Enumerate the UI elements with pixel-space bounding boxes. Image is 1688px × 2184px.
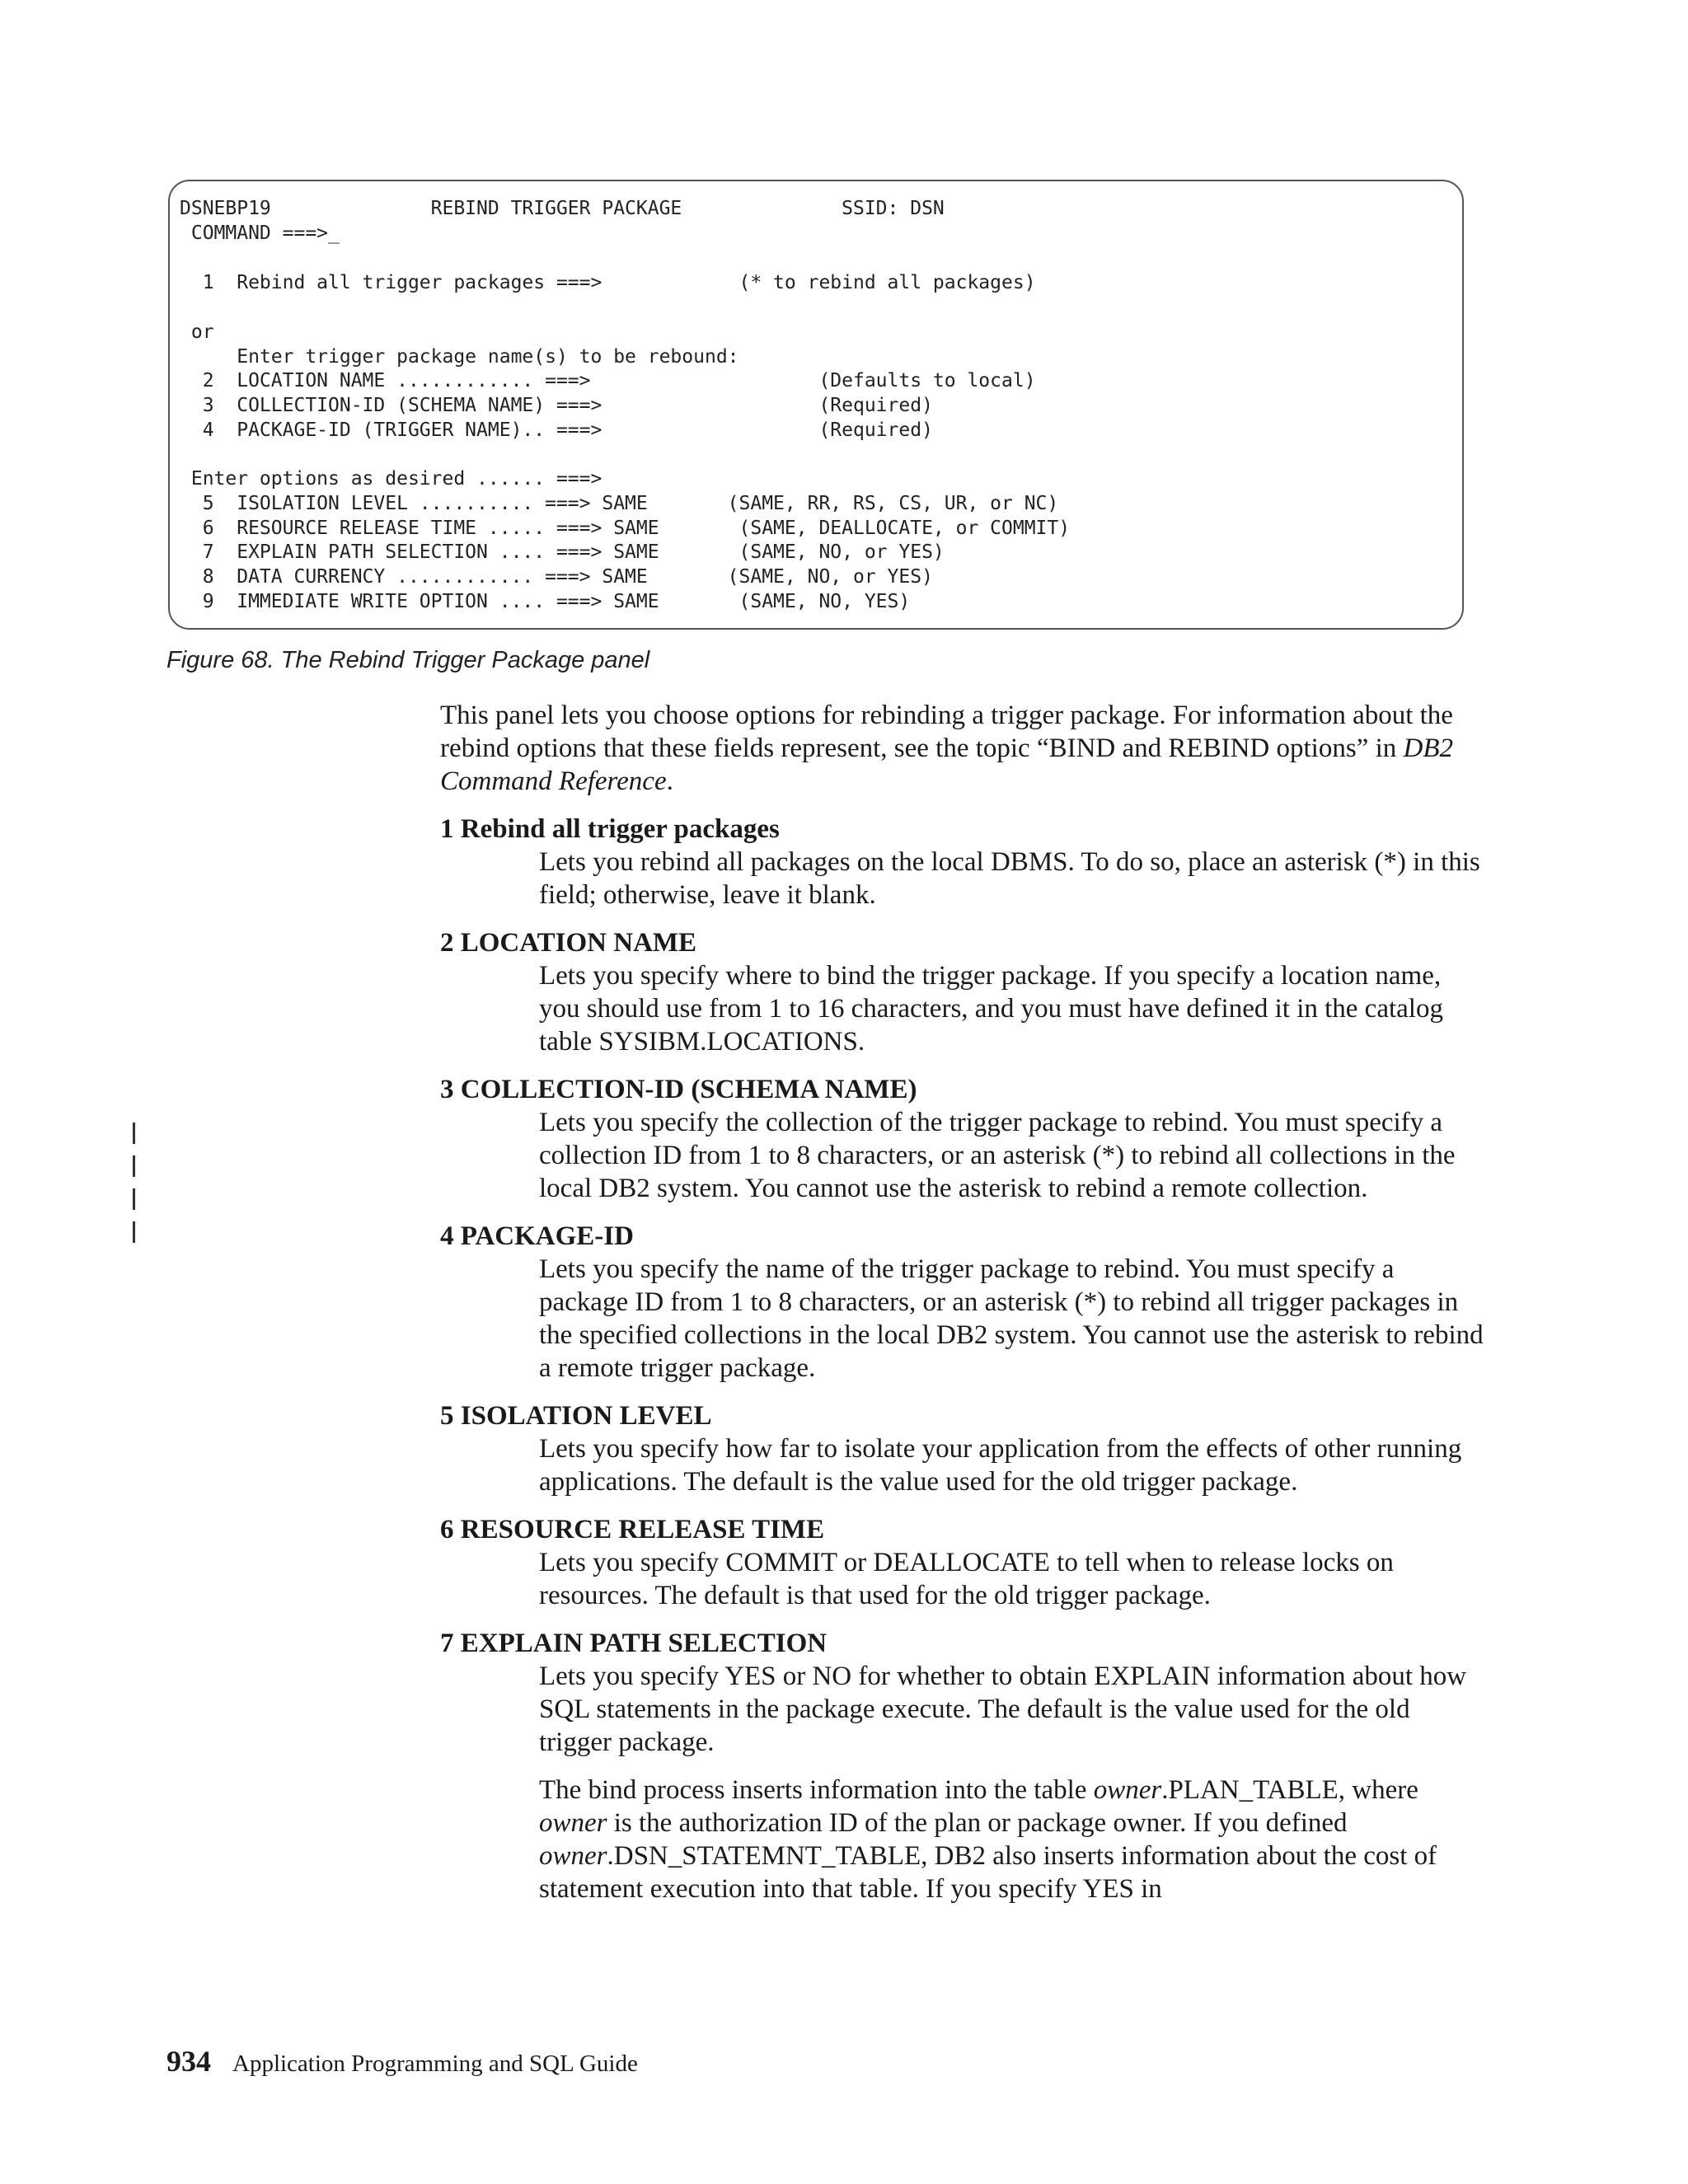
change-bar bbox=[133, 1188, 135, 1210]
text-run: is the authorization ID of the plan or package owner. If you defined bbox=[607, 1808, 1348, 1838]
definition-text: Lets you specify how far to isolate your application from the effects of other running applications. The default is the value used for the old trigger package. bbox=[539, 1434, 1462, 1497]
change-bar bbox=[133, 1122, 135, 1144]
panel-command-line: COMMAND ===>_ bbox=[180, 223, 340, 244]
change-bar bbox=[133, 1155, 135, 1177]
panel-line: 5 ISOLATION LEVEL .......... ===> SAME (SAME, RR, RS, CS, UR, or NC) bbox=[180, 493, 1059, 514]
panel-line: 9 IMMEDIATE WRITE OPTION .... ===> SAME (SAME, NO, YES) bbox=[180, 591, 911, 612]
intro-paragraph bbox=[440, 699, 1487, 798]
definition-description bbox=[539, 1106, 1487, 1205]
definition-description bbox=[539, 1432, 1487, 1498]
panel-line: 3 COLLECTION-ID (SCHEMA NAME) ===> (Required) bbox=[180, 395, 933, 416]
panel-line: 6 RESOURCE RELEASE TIME ..... ===> SAME (SAME, DEALLOCATE, or COMMIT) bbox=[180, 518, 1071, 539]
definition-description bbox=[539, 1546, 1487, 1612]
owner-variable: owner bbox=[539, 1841, 607, 1871]
intro-text-end: . bbox=[666, 766, 673, 796]
change-bar bbox=[133, 1221, 135, 1243]
panel-line: DSNEBP19 REBIND TRIGGER PACKAGE SSID: DSN bbox=[180, 198, 945, 219]
panel-line: 2 LOCATION NAME ............ ===> (Defaults to local) bbox=[180, 370, 1036, 391]
owner-variable: owner bbox=[539, 1808, 607, 1838]
reference-title: DB2 Command Reference bbox=[440, 733, 1453, 796]
definition-term: 3 COLLECTION-ID (SCHEMA NAME) bbox=[440, 1075, 917, 1104]
definition-term: 6 RESOURCE RELEASE TIME bbox=[440, 1515, 825, 1544]
panel-line: 4 PACKAGE-ID (TRIGGER NAME).. ===> (Required) bbox=[180, 419, 933, 441]
definition-term: 7 EXPLAIN PATH SELECTION bbox=[440, 1629, 828, 1658]
definition-term: 4 PACKAGE-ID bbox=[440, 1221, 634, 1251]
text-run: The bind process inserts information into the table bbox=[539, 1775, 1094, 1805]
definition-text: Lets you specify YES or NO for whether to obtain EXPLAIN information about how SQL statements in the package execute. The default is the value used for the old trigger package. bbox=[539, 1661, 1467, 1757]
text-run: .DSN_STATEMNT_TABLE, DB2 also inserts information about the cost of statement execution into that table. If you specify YES in bbox=[539, 1841, 1437, 1904]
definition-term: 2 LOCATION NAME bbox=[440, 928, 697, 958]
definition-term: 1 Rebind all trigger packages bbox=[440, 814, 780, 844]
definition-text: Lets you specify the name of the trigger package to rebind. You must specify a package ID from 1 to 8 characters, or an asterisk (*) to rebind all trigger packages in the specified collections in the local DB2 system. You cannot use the asterisk to rebind a remote trigger package. bbox=[539, 1254, 1484, 1383]
intro-text: This panel lets you choose options for rebinding a trigger package. For information about the rebind options that these fields represent, see the topic “BIND and REBIND options” in bbox=[440, 701, 1453, 763]
page-number: 934 bbox=[166, 2045, 211, 2078]
figure-caption: Figure 68. The Rebind Trigger Package panel bbox=[166, 647, 650, 673]
panel-line: 8 DATA CURRENCY ............ ===> SAME (SAME, NO, or YES) bbox=[180, 566, 933, 588]
panel-line: Enter options as desired ...... ===> bbox=[180, 468, 603, 490]
definition-description bbox=[539, 1253, 1487, 1385]
page-footer bbox=[166, 2044, 638, 2079]
definition-description bbox=[539, 846, 1487, 912]
definition-text: Lets you specify COMMIT or DEALLOCATE to tell when to release locks on resources. The default is that used for the old trigger package. bbox=[539, 1548, 1394, 1610]
definition-text: Lets you specify the collection of the trigger package to rebind. You must specify a collection ID from 1 to 8 characters, or an asterisk (*) to rebind all collections in the local DB2 system. You cannot use the asterisk to rebind a remote collection. bbox=[539, 1108, 1456, 1203]
body-text bbox=[440, 699, 1487, 1920]
panel-line: 7 EXPLAIN PATH SELECTION .... ===> SAME (SAME, NO, or YES) bbox=[180, 541, 945, 563]
definition-description bbox=[539, 959, 1487, 1058]
explain-paragraph bbox=[539, 1774, 1487, 1905]
definition-text: Lets you rebind all packages on the local DBMS. To do so, place an asterisk (*) in this field; otherwise, leave it blank. bbox=[539, 847, 1480, 910]
definition-description bbox=[539, 1660, 1487, 1905]
panel-line: or bbox=[180, 321, 214, 343]
panel-line: 1 Rebind all trigger packages ===> (* to rebind all packages) bbox=[180, 272, 1036, 293]
definition-text: Lets you specify where to bind the trigger package. If you specify a location name, you should use from 1 to 16 characters, and you must have defined it in the catalog table SYSIBM.LOCATIONS. bbox=[539, 961, 1443, 1057]
panel-line: Enter trigger package name(s) to be rebound: bbox=[180, 346, 739, 368]
text-run: .PLAN_TABLE, where bbox=[1161, 1775, 1418, 1805]
definition-term: 5 ISOLATION LEVEL bbox=[440, 1401, 712, 1431]
owner-variable: owner bbox=[1093, 1775, 1162, 1805]
book-title: Application Programming and SQL Guide bbox=[232, 2050, 638, 2077]
